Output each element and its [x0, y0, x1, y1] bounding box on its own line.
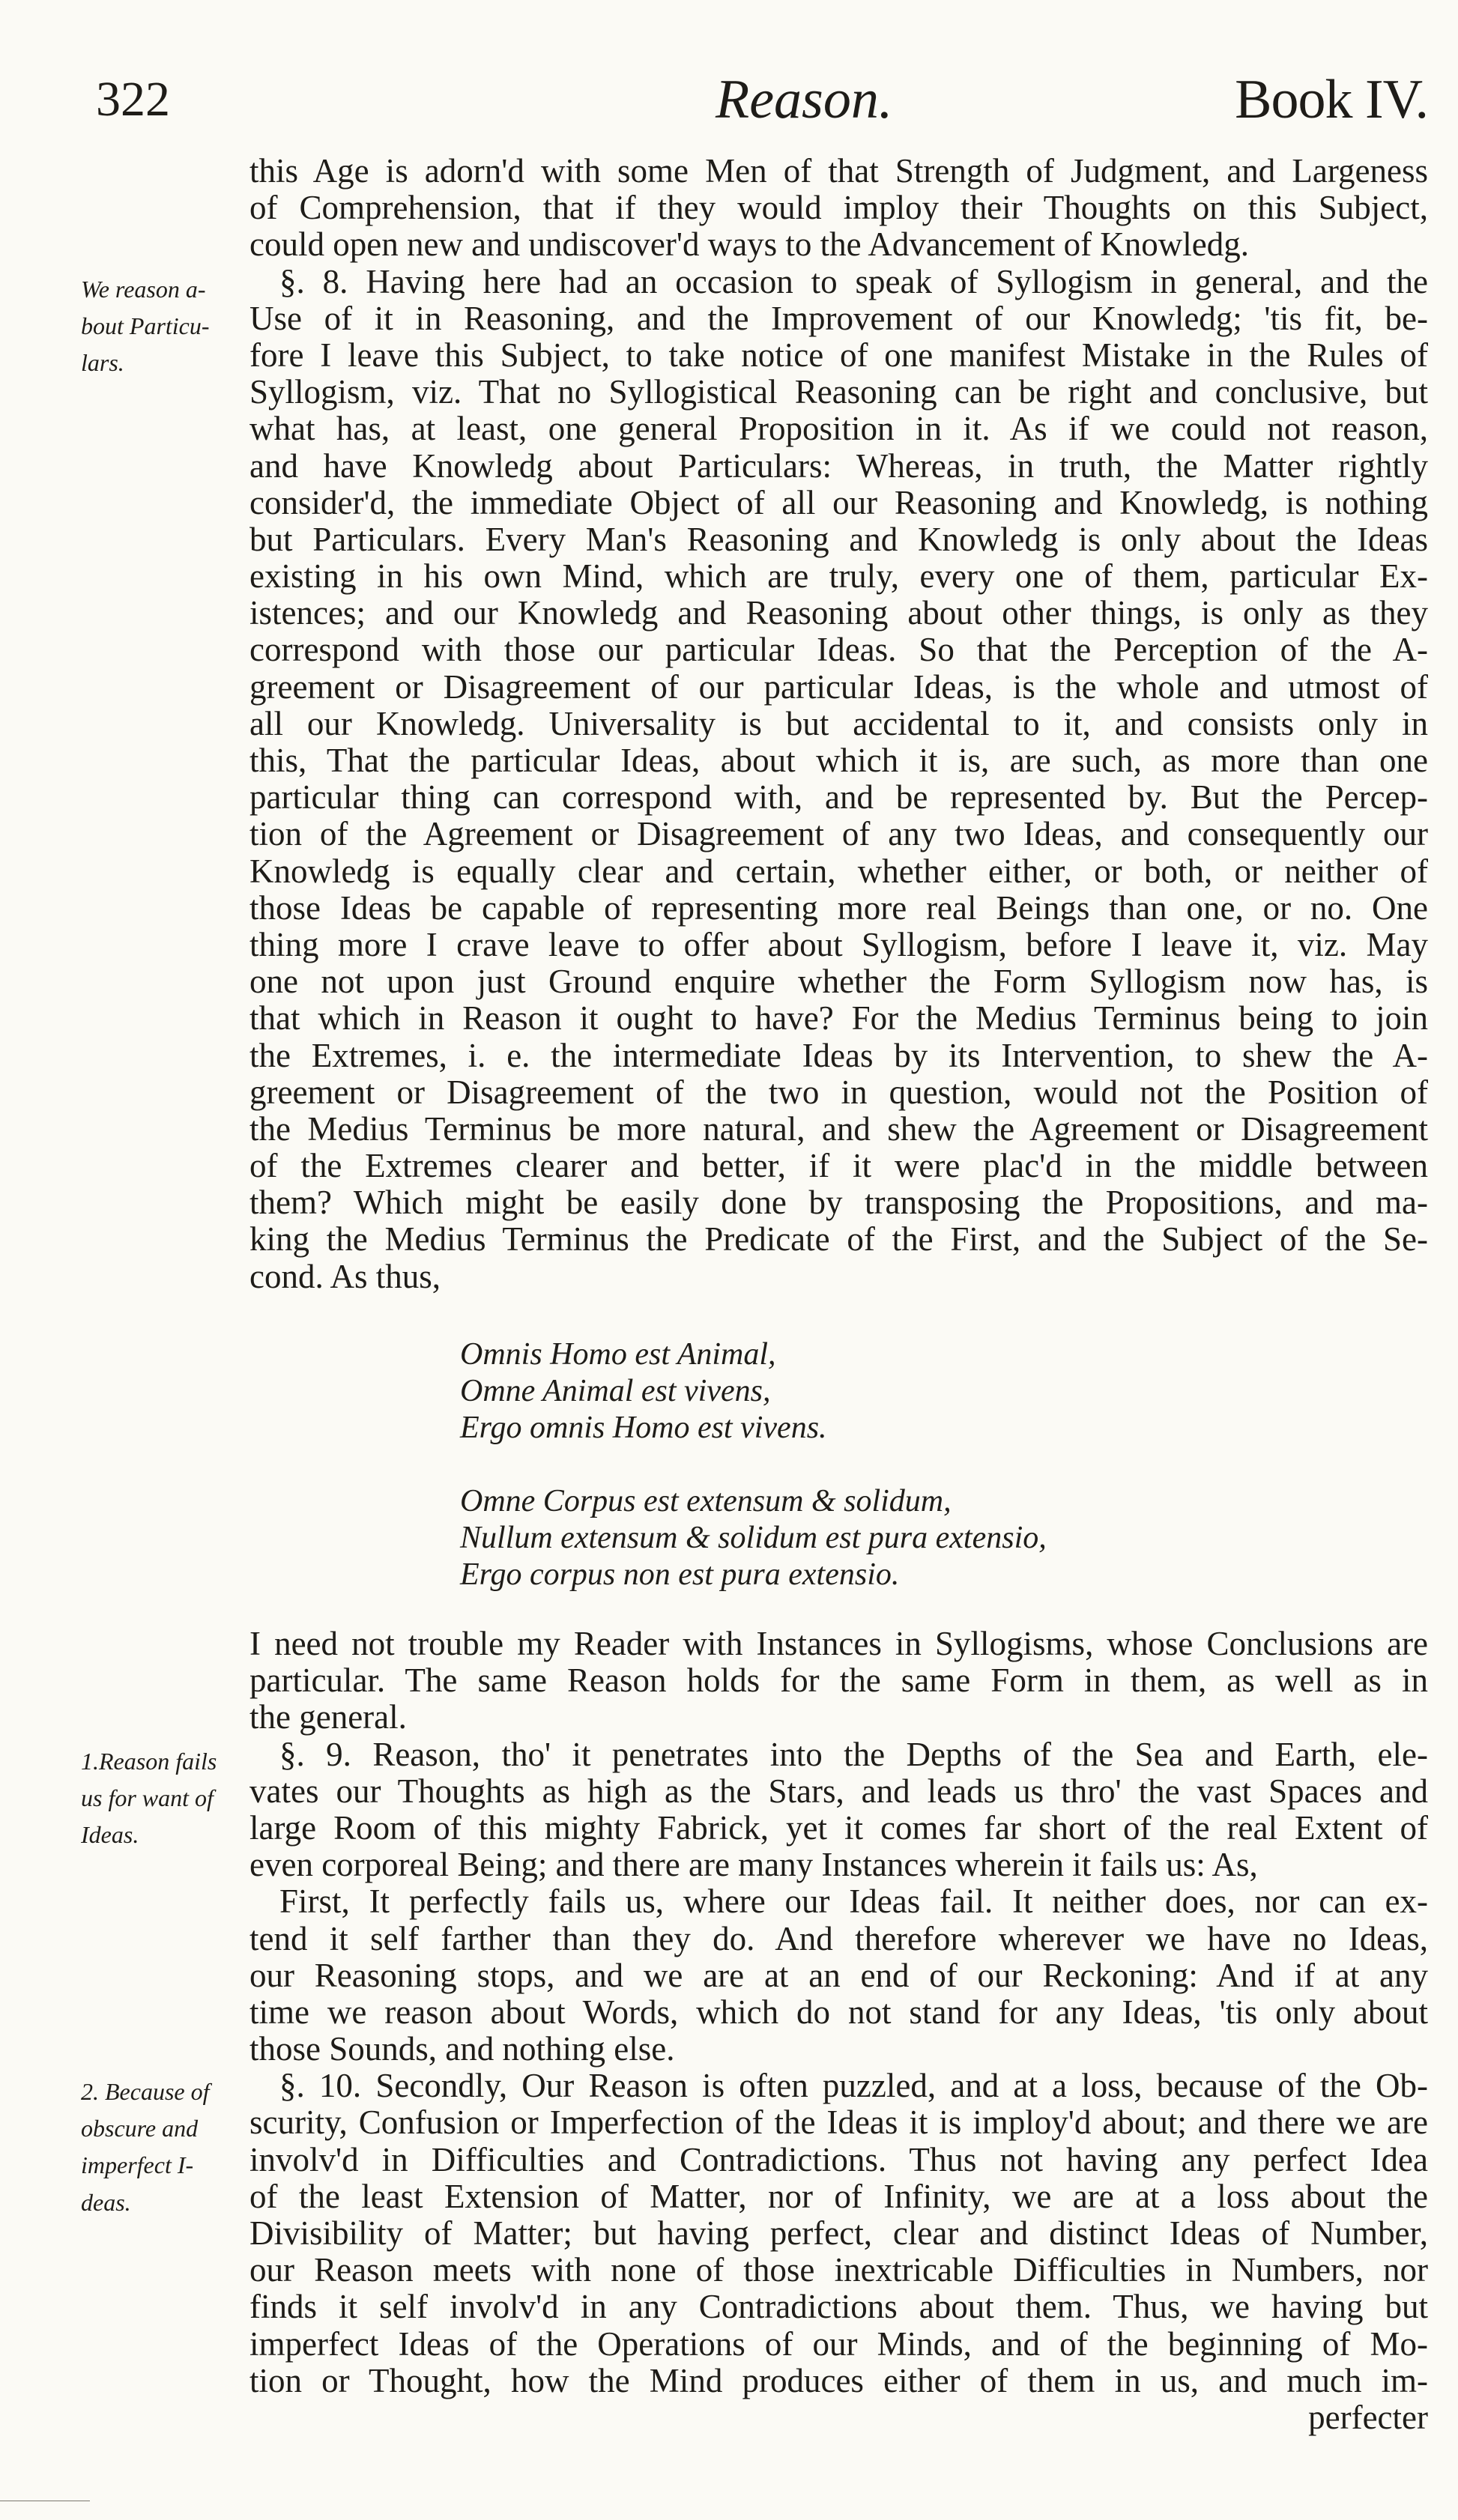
- text-line: tend it self farther than they do. And therefore wherever we have no Ideas,: [249, 1920, 1428, 1957]
- text-line: that which in Reason it ought to have? For the Medius Terminus being to join: [249, 1000, 1428, 1038]
- text-line: Knowledg is equally clear and certain, whether either, or both, or neither of: [249, 852, 1428, 890]
- text-line: existing in his own Mind, which are truly, every one of them, particular Ex-: [249, 558, 1428, 596]
- text-line: tion of the Agreement or Disagreement of any two Ideas, and consequently our: [249, 816, 1428, 853]
- margin-note-line: lars.: [81, 349, 124, 377]
- syllogism-example-2: [460, 1483, 1209, 1593]
- syllogism-line: Omne Corpus est extensum & solidum,: [460, 1484, 952, 1518]
- margin-note-particulars: [81, 276, 246, 387]
- text-line: king the Medius Terminus the Predicate of the First, and the Subject of the Se-: [249, 1221, 1428, 1259]
- text-line: time we reason about Words, which do not stand for any Ideas, 'tis only about: [249, 1993, 1428, 2031]
- syllogism-line: Nullum extensum & solidum est pura extensio,: [460, 1521, 1047, 1555]
- text-line: our Reasoning stops, and we are at an end of our Reckoning: And if at any: [249, 1957, 1428, 1994]
- text-line: istences; and our Knowledg and Reasoning about other things, is only as they: [249, 595, 1428, 632]
- text-line: particular. The same Reason holds for the same Form in them, as well as in: [249, 1662, 1428, 1700]
- margin-note-obscure-ideas: [81, 2078, 246, 2226]
- margin-note-line: deas.: [81, 2188, 131, 2216]
- text-line: even corporeal Being; and there are many Instances wherein it fails us: As,: [249, 1847, 1258, 1884]
- page-number: 322: [96, 72, 170, 127]
- text-line: involv'd in Difficulties and Contradictions. Thus not having any perfect Idea: [249, 2141, 1428, 2178]
- margin-note-line: us for want of: [81, 1784, 214, 1812]
- text-line: imperfect Ideas of the Operations of our Minds, and of the beginning of Mo-: [249, 2325, 1428, 2363]
- margin-note-line: We reason a-: [81, 276, 206, 303]
- text-line: them? Which might be easily done by transposing the Propositions, and ma-: [249, 1184, 1428, 1222]
- text-line: Use of it in Reasoning, and the Improvement of our Knowledg; 'tis fit, be-: [249, 300, 1428, 337]
- syllogism-line: Ergo omnis Homo est vivens.: [460, 1411, 827, 1445]
- text-line: §. 8. Having here had an occasion to speak of Syllogism in general, and the: [279, 263, 1428, 300]
- text-line: of the least Extension of Matter, nor of Infinity, we are at a loss about the: [249, 2178, 1428, 2215]
- paragraph-section-10: [249, 2068, 1428, 2436]
- syllogism-example-1: [460, 1336, 1209, 1447]
- margin-note-line: 1.Reason fails: [81, 1748, 217, 1775]
- text-line: First, It perfectly fails us, where our Ideas fail. It neither does, nor can ex-: [279, 1883, 1428, 1921]
- text-line: could open new and undiscover'd ways to the Advancement of Knowledg.: [249, 226, 1250, 264]
- text-line: greement or Disagreement of our particular Ideas, is the whole and utmost of: [249, 668, 1428, 706]
- book-label: Book IV.: [1235, 69, 1428, 130]
- text-line: tion or Thought, how the Mind produces either of them in us, and much im-: [249, 2362, 1428, 2399]
- text-line: §. 9. Reason, tho' it penetrates into the Depths of the Sea and Earth, ele-: [279, 1736, 1428, 1773]
- margin-note-line: Ideas.: [81, 1821, 139, 1849]
- main-text-block: [249, 153, 1428, 1295]
- text-line: this Age is adorn'd with some Men of that Strength of Judgment, and Largeness: [249, 153, 1428, 190]
- text-line: of Comprehension, that if they would imploy their Thoughts on this Subject,: [249, 190, 1428, 227]
- paragraph-section-9: [249, 1736, 1428, 1884]
- text-line: and have Knowledg about Particulars: Whereas, in truth, the Matter rightly: [249, 447, 1428, 485]
- text-line: Divisibility of Matter; but having perfect, clear and distinct Ideas of Number,: [249, 2215, 1428, 2252]
- text-line: the general.: [249, 1699, 407, 1736]
- text-line: correspond with those our particular Ideas. So that the Perception of the A-: [249, 631, 1428, 669]
- catchword: perfecter: [1308, 2399, 1428, 2436]
- text-line: this, That the particular Ideas, about which it is, are such, as more than one: [249, 742, 1428, 779]
- margin-note-line: imperfect I-: [81, 2151, 194, 2179]
- syllogism-line: Omnis Homo est Animal,: [460, 1337, 776, 1372]
- paragraph-intro: [249, 153, 1428, 264]
- text-line: cond. As thus,: [249, 1258, 441, 1295]
- text-line: what has, at least, one general Proposition in it. As if we could not reason,: [249, 411, 1428, 448]
- text-line: fore I leave this Subject, to take notice of one manifest Mistake in the Rules of: [249, 336, 1428, 374]
- text-line: Syllogism, viz. That no Syllogistical Reasoning can be right and conclusive, but: [249, 374, 1428, 411]
- text-line: large Room of this mighty Fabrick, yet it comes far short of the real Extent of: [249, 1809, 1428, 1847]
- text-line: finds it self involv'd in any Contradictions about them. Thus, we having but: [249, 2289, 1428, 2326]
- text-line: greement or Disagreement of the two in question, would not the Position of: [249, 1073, 1428, 1111]
- text-line: all our Knowledg. Universality is but accidental to it, and consists only in: [249, 705, 1428, 742]
- paragraph-first-reason: [249, 1883, 1428, 2068]
- text-line: I need not trouble my Reader with Instances in Syllogisms, whose Conclusions are: [249, 1626, 1428, 1662]
- text-line: vates our Thoughts as high as the Stars, and leads us thro' the vast Spaces and: [249, 1772, 1428, 1810]
- running-header: [0, 0, 1458, 172]
- continuation-text-block: [249, 1626, 1428, 2436]
- text-line: scurity, Confusion or Imperfection of the Ideas it is imploy'd about; and there we are: [249, 2104, 1428, 2142]
- margin-note-line: 2. Because of: [81, 2078, 210, 2105]
- text-line: thing more I crave leave to offer about Syllogism, before I leave it, viz. May: [249, 926, 1428, 963]
- text-line: one not upon just Ground enquire whether the Form Syllogism now has, is: [249, 963, 1428, 1001]
- paragraph-section-8: [249, 264, 1428, 1295]
- text-line: the Extremes, i. e. the intermediate Ideas by its Intervention, to shew the A-: [249, 1037, 1428, 1074]
- text-line: §. 10. Secondly, Our Reason is often puzzled, and at a loss, because of the Ob-: [279, 2068, 1428, 2105]
- text-line: those Sounds, and nothing else.: [249, 2031, 675, 2068]
- margin-note-line: obscure and: [81, 2115, 199, 2142]
- paragraph-particular-syllogisms: [249, 1626, 1428, 1736]
- syllogism-line: Ergo corpus non est pura extensio.: [460, 1557, 900, 1592]
- text-line: our Reason meets with none of those inextricable Difficulties in Numbers, nor: [249, 2252, 1428, 2289]
- text-line: consider'd, the immediate Object of all our Reasoning and Knowledg, is nothing: [249, 484, 1428, 521]
- syllogism-line: Omne Animal est vivens,: [460, 1374, 771, 1408]
- text-line: particular thing can correspond with, and be represented by. But the Percep-: [249, 779, 1428, 817]
- margin-note-line: bout Particu-: [81, 312, 210, 340]
- text-line: the Medius Terminus be more natural, and shew the Agreement or Disagreement: [249, 1110, 1428, 1148]
- margin-note-fails-for-want-of-ideas: [81, 1748, 246, 1859]
- running-title: Reason.: [716, 69, 893, 130]
- text-line: of the Extremes clearer and better, if it were plac'd in the middle between: [249, 1148, 1428, 1185]
- text-line: but Particulars. Every Man's Reasoning and Knowledg is only about the Ideas: [249, 521, 1428, 558]
- text-line: those Ideas be capable of representing more real Beings than one, or no. One: [249, 889, 1428, 927]
